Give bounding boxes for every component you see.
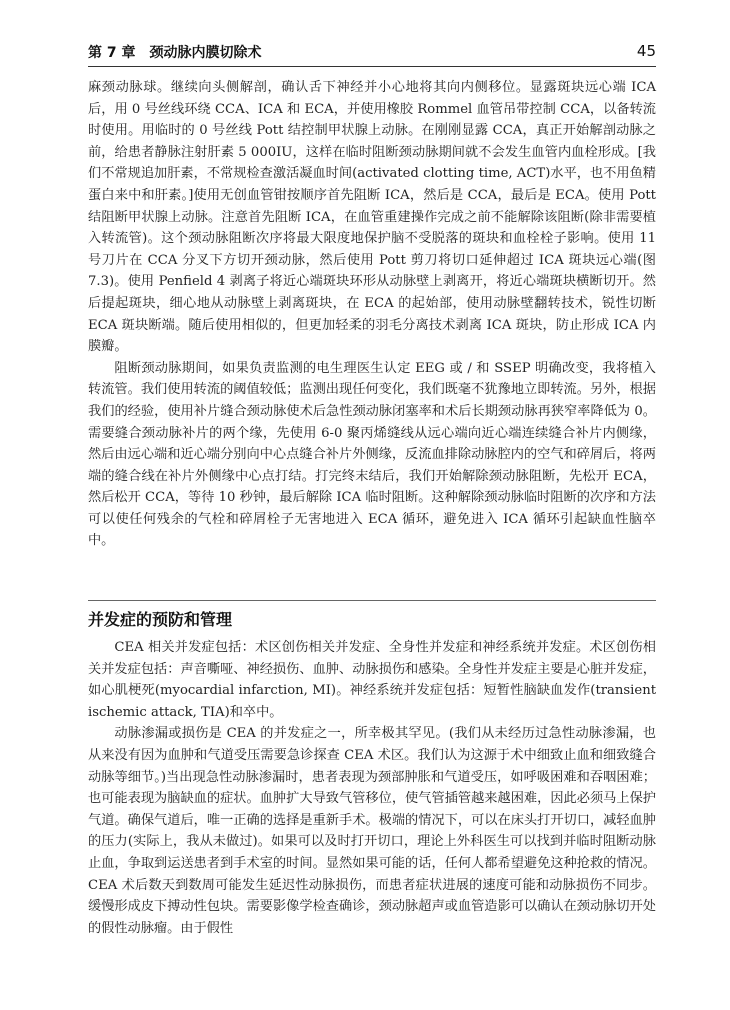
paragraph-shunt: 阻断颈动脉期间，如果负责监测的电生理医生认定 EEG 或 / 和 SSEP 明确改变，我将植入转流管。我们使用转流的阈值较低；监测出现任何变化，我们既毫不犹豫地立即转流。另外，根据我们的经验，使用补片缝合颈动脉使术后急性颈动脉闭塞率和术后长期颈动脉再狭窄率降低为 0。需要缝合颈动脉补片的两个缘，先使用 6-0 聚丙烯缝线从远心端向近心端连续缝合补片内侧缘，然后由远心端和近心端分别向中心点缝合补片外侧缘，反流血排除动脉腔内的空气和碎屑后，将两端的缝合线在补片外侧缘中心点打结。打完终末结后，我们开始解除颈动脉阻断，先松开 ECA，然后松开 CCA，等待 10 秒钟，最后解除 ICA 临时阻断。这种解除颈动脉临时阻断的次序和方法可以使任何残余的气栓和碎屑栓子无害地进入 ECA 循环，避免进入 ICA 循环引起缺血性脑卒中。: [88, 360, 656, 549]
paragraph-arterial-injury: 动脉渗漏或损伤是 CEA 的并发症之一，所幸极其罕见。(我们从未经历过急性动脉渗漏，也从来没有因为血肿和气道受压需要急诊探查 CEA 术区。我们认为这源于术中细致止血和细致缝合动脉等细节。)当出现急性动脉渗漏时，患者表现为颈部肿胀和气道受压，如呼吸困难和吞咽困难；也可能表现为脑缺血的症状。血肿扩大导致气管移位，使气管插管越来越困难，因此必须马上保护气道。确保气道后，唯一正确的选择是重新手术。极端的情况下，可以在床头打开切口，减轻血肿的压力(实际上，我从未做过)。如果可以及时打开切口，理论上外科医生可以找到并临时阻断动脉止血，争取到运送患者到手术室的时间。显然如果可能的话，任何人都希望避免这种抢救的情况。CEA 术后数天到数周可能发生延迟性动脉损伤，而患者症状进展的速度可能和动脉损伤不同步。缓慢形成皮下搏动性包块。需要影像学检查确诊，颈动脉超声或血管造影可以确认在颈动脉切开处的假性动脉瘤。由于假性: [88, 726, 656, 936]
body-text-top: [88, 77, 656, 552]
running-header: [88, 40, 656, 67]
chapter-title: 第 7 章 颈动脉内膜切除术: [88, 45, 262, 61]
section-heading: [88, 600, 656, 633]
page-number: 45: [636, 42, 656, 60]
paragraph-complications: CEA 相关并发症包括：术区创伤相关并发症、全身性并发症和神经系统并发症。术区创伤相关并发症包括：声音嘶哑、神经损伤、血肿、动脉损伤和感染。全身性并发症主要是心脏并发症，如心肌梗死(myocardial infarction, MI)。神经系统并发症包括：短暂性脑缺血发作(transient ischemic attack, TIA)和卒中。: [88, 640, 656, 720]
section-title-text: 并发症的预防和管理: [88, 610, 233, 629]
body-text-bottom: [88, 637, 656, 939]
paragraph-continued: 麻颈动脉球。继续向头侧解剖，确认舌下神经并小心地将其向内侧移位。显露斑块远心端 ICA 后，用 0 号丝线环绕 CCA、ICA 和 ECA，并使用橡胶 Rommel 血管吊带控制 CCA，以备转流时使用。用临时的 0 号丝线 Pott 结控制甲状腺上动脉。在刚刚显露 CCA，真正开始解剖动脉之前，给患者静脉注射肝素 5 000IU，这样在临时阻断颈动脉期间就不会发生血管内血栓形成。[我们不常规追加肝素，不常规检查激活凝血时间(activated clotting time, ACT)水平，也不用鱼精蛋白来中和肝素。]使用无创血管钳按顺序首先阻断 ICA，然后是 CCA，最后是 ECA。使用 Pott 结阻断甲状腺上动脉。注意首先阻断 ICA，在血管重建操作完成之前不能解除该阻断(除非需要植入转流管)。这个颈动脉阻断次序将最大限度地保护脑不受脱落的斑块和血栓栓子影响。使用 11 号刀片在 CCA 分叉下方切开颈动脉，然后使用 Pott 剪刀将切口延伸超过 ICA 斑块远心端(图 7.3)。使用 Penfield 4 剥离子将近心端斑块环形从动脉壁上剥离开，将近心端斑块横断切开。然后提起斑块，细心地从动脉壁上剥离斑块，在 ECA 的起始部，使用动脉壁翻转技术，锐性切断 ECA 斑块断端。随后使用相似的，但更加轻柔的羽毛分离技术剥离 ICA 斑块，防止形成 ICA 内膜瓣。: [88, 80, 656, 355]
